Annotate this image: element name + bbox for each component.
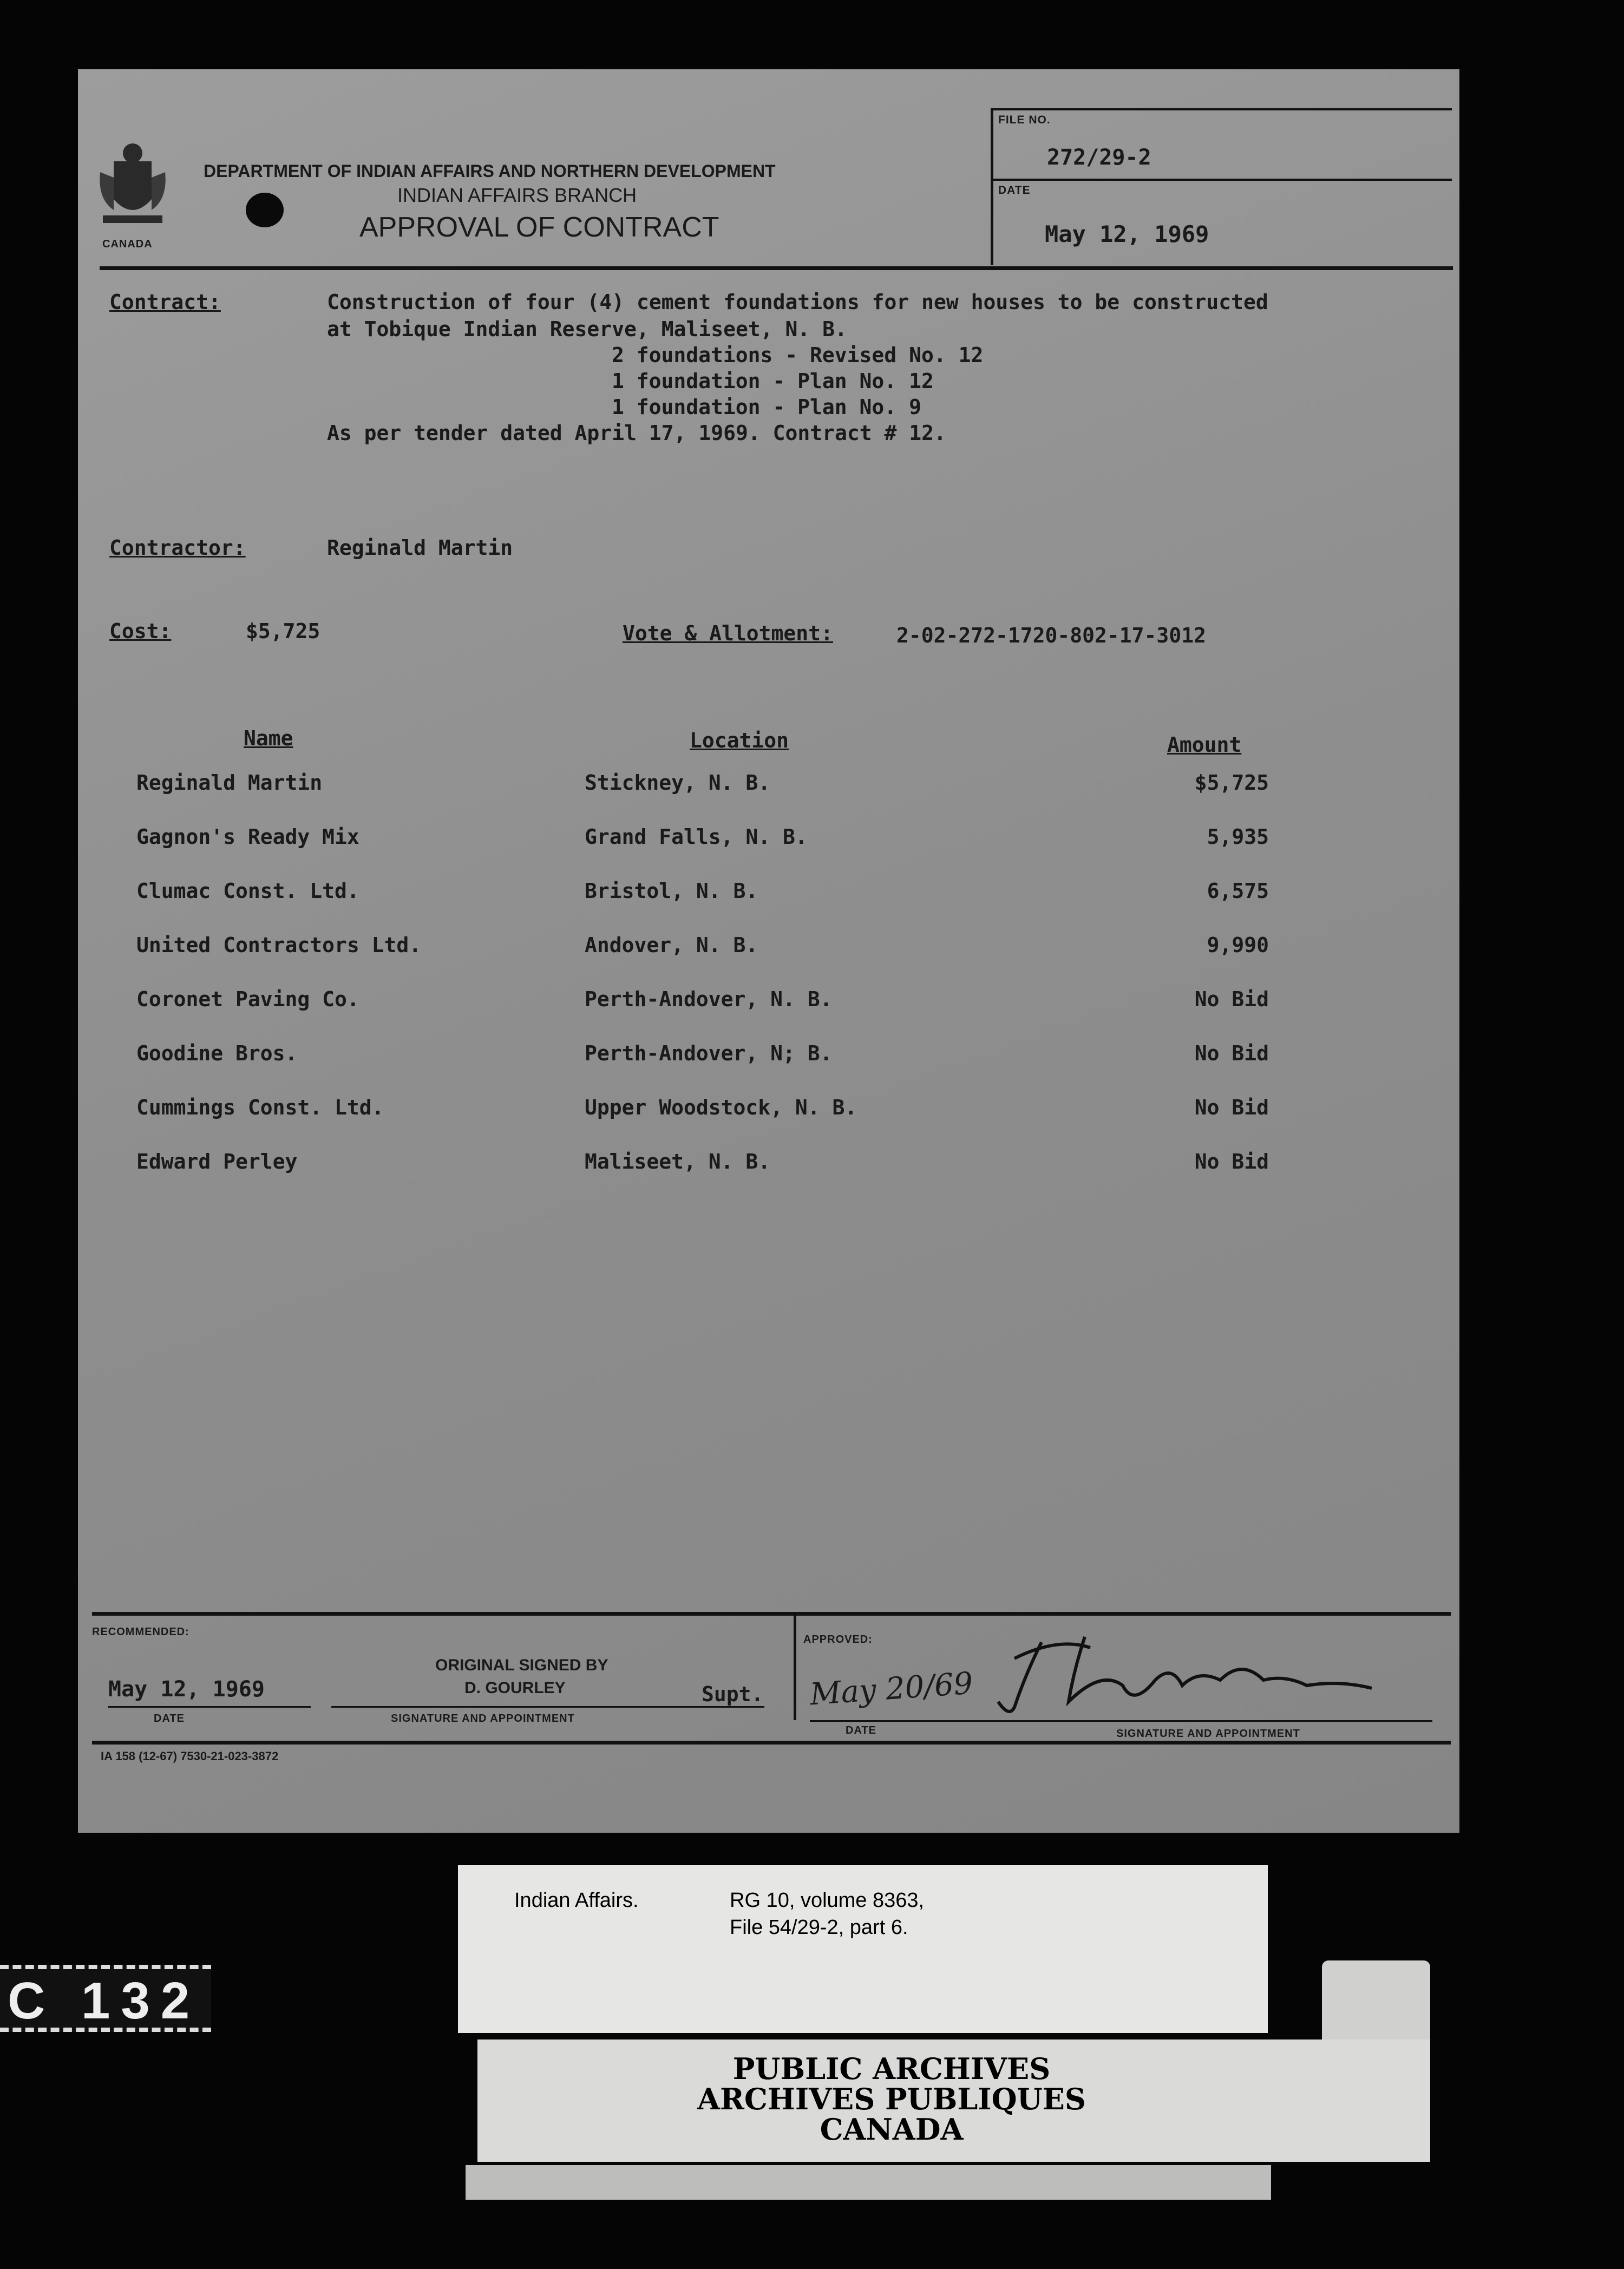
canada-label: CANADA	[102, 238, 153, 250]
bid-amount: 9,990	[1207, 933, 1269, 957]
file-no-label: FILE NO.	[998, 114, 1051, 126]
bid-amount: 6,575	[1207, 879, 1269, 903]
bidder-location: Perth-Andover, N. B.	[585, 987, 833, 1011]
recommended-date-line	[108, 1706, 311, 1708]
contract-line-1: Construction of four (4) cement foundations for new houses to be constructed	[327, 290, 1268, 314]
supt-title: Supt.	[702, 1682, 764, 1706]
contract-foundation-3: 1 foundation - Plan No. 9	[612, 395, 921, 419]
bid-amount: No Bid	[1194, 1150, 1269, 1173]
file-no-value: 272/29-2	[1047, 145, 1151, 170]
table-row	[78, 987, 1459, 1020]
approved-signature-line	[810, 1720, 1432, 1722]
bidder-location: Perth-Andover, N; B.	[585, 1041, 833, 1065]
cost-value: $5,725	[246, 619, 320, 643]
card-tab	[1322, 1960, 1430, 2047]
footer-divider	[794, 1612, 796, 1720]
archive-source-label: Indian Affairs.	[514, 1889, 639, 1912]
frame-number-label	[0, 1965, 211, 2032]
canada-coat-of-arms-icon	[92, 140, 173, 237]
ink-blot	[246, 193, 284, 227]
footer-top-rule	[92, 1612, 1451, 1616]
approved-signature-caption: SIGNATURE AND APPOINTMENT	[1116, 1728, 1300, 1740]
contract-line-2: at Tobique Indian Reserve, Maliseet, N. B.	[327, 317, 847, 341]
approved-date-caption: DATE	[846, 1724, 876, 1736]
table-row	[78, 933, 1459, 966]
bidder-name: Coronet Paving Co.	[136, 987, 359, 1011]
tender-line: As per tender dated April 17, 1969. Contract # 12.	[327, 421, 946, 445]
col-header-location: Location	[690, 729, 789, 752]
bidder-location: Upper Woodstock, N. B.	[585, 1096, 857, 1119]
bidder-name: Gagnon's Ready Mix	[136, 825, 359, 849]
bidder-name: Goodine Bros.	[136, 1041, 298, 1065]
col-header-name: Name	[244, 726, 293, 750]
bid-amount: No Bid	[1194, 1096, 1269, 1119]
bidder-location: Grand Falls, N. B.	[585, 825, 808, 849]
bidder-location: Bristol, N. B.	[585, 879, 758, 903]
approved-date-handwritten: May 20/69	[809, 1665, 974, 1713]
header-rule	[100, 266, 1453, 270]
recommended-date: May 12, 1969	[108, 1677, 265, 1702]
col-header-amount: Amount	[1167, 733, 1242, 757]
date-value: May 12, 1969	[1045, 221, 1209, 247]
contract-label: Contract:	[109, 290, 221, 314]
table-row	[78, 879, 1459, 911]
branch-name: INDIAN AFFAIRS BRANCH	[397, 184, 637, 206]
card-bottom-strip	[466, 2165, 1271, 2200]
footer-bottom-rule	[92, 1741, 1451, 1745]
form-number: IA 158 (12-67) 7530-21-023-3872	[101, 1749, 279, 1763]
contract-foundation-2: 1 foundation - Plan No. 12	[612, 369, 934, 393]
bidder-location: Maliseet, N. B.	[585, 1150, 771, 1173]
frame-number: C 132	[8, 1972, 201, 2030]
vote-allotment-value: 2-02-272-1720-802-17-3012	[896, 624, 1206, 647]
archive-stamp	[477, 2051, 1306, 2147]
archive-ref-line-1: RG 10, volume 8363,	[730, 1889, 925, 1912]
approved-label: APPROVED:	[803, 1634, 873, 1645]
archive-stamp-line-2: ARCHIVES PUBLIQUES	[697, 2082, 1086, 2116]
bidder-name: Clumac Const. Ltd.	[136, 879, 359, 903]
recommended-date-caption: DATE	[154, 1713, 185, 1724]
contractor-value: Reginald Martin	[327, 536, 513, 560]
bidder-location: Andover, N. B.	[585, 933, 758, 957]
table-row	[78, 1096, 1459, 1128]
original-signed-name: D. GOURLEY	[464, 1679, 566, 1697]
archive-ref-line-2: File 54/29-2, part 6.	[730, 1916, 908, 1939]
bid-amount: No Bid	[1194, 987, 1269, 1011]
bidder-name: Cummings Const. Ltd.	[136, 1096, 384, 1119]
cost-label: Cost:	[109, 619, 172, 643]
header-box-top	[991, 108, 1452, 110]
contract-document	[78, 69, 1459, 1833]
contractor-label: Contractor:	[109, 536, 246, 560]
bid-amount: 5,935	[1207, 825, 1269, 849]
vote-allotment-label: Vote & Allotment:	[623, 621, 833, 645]
recommended-label: RECOMMENDED:	[92, 1626, 189, 1638]
date-label: DATE	[998, 184, 1031, 196]
department-name: DEPARTMENT OF INDIAN AFFAIRS AND NORTHERN DEVELOPMENT	[204, 161, 776, 181]
archive-stamp-card	[477, 2040, 1430, 2162]
archive-stamp-line-1: PUBLIC ARCHIVES	[732, 2051, 1051, 2086]
bid-amount: $5,725	[1194, 771, 1269, 795]
archive-stamp-line-3: CANADA	[820, 2112, 964, 2147]
table-row	[78, 1041, 1459, 1074]
bidder-name: Reginald Martin	[136, 771, 323, 795]
recommended-signature-caption: SIGNATURE AND APPOINTMENT	[391, 1713, 575, 1724]
form-title: APPROVAL OF CONTRACT	[359, 212, 719, 243]
recommended-signature-line	[331, 1706, 764, 1708]
table-row	[78, 771, 1459, 803]
bidder-location: Stickney, N. B.	[585, 771, 771, 795]
bidder-name: United Contractors Ltd.	[136, 933, 422, 957]
original-signed-stamp: ORIGINAL SIGNED BY	[435, 1656, 608, 1674]
archive-reference-card	[458, 1865, 1268, 2033]
table-row	[78, 825, 1459, 857]
bid-amount: No Bid	[1194, 1041, 1269, 1065]
approver-signature	[993, 1626, 1415, 1718]
contract-foundation-1: 2 foundations - Revised No. 12	[612, 343, 984, 367]
header-box-middle	[991, 179, 1452, 181]
bidder-name: Edward Perley	[136, 1150, 298, 1173]
table-row	[78, 1150, 1459, 1182]
header-box-divider	[991, 108, 993, 265]
